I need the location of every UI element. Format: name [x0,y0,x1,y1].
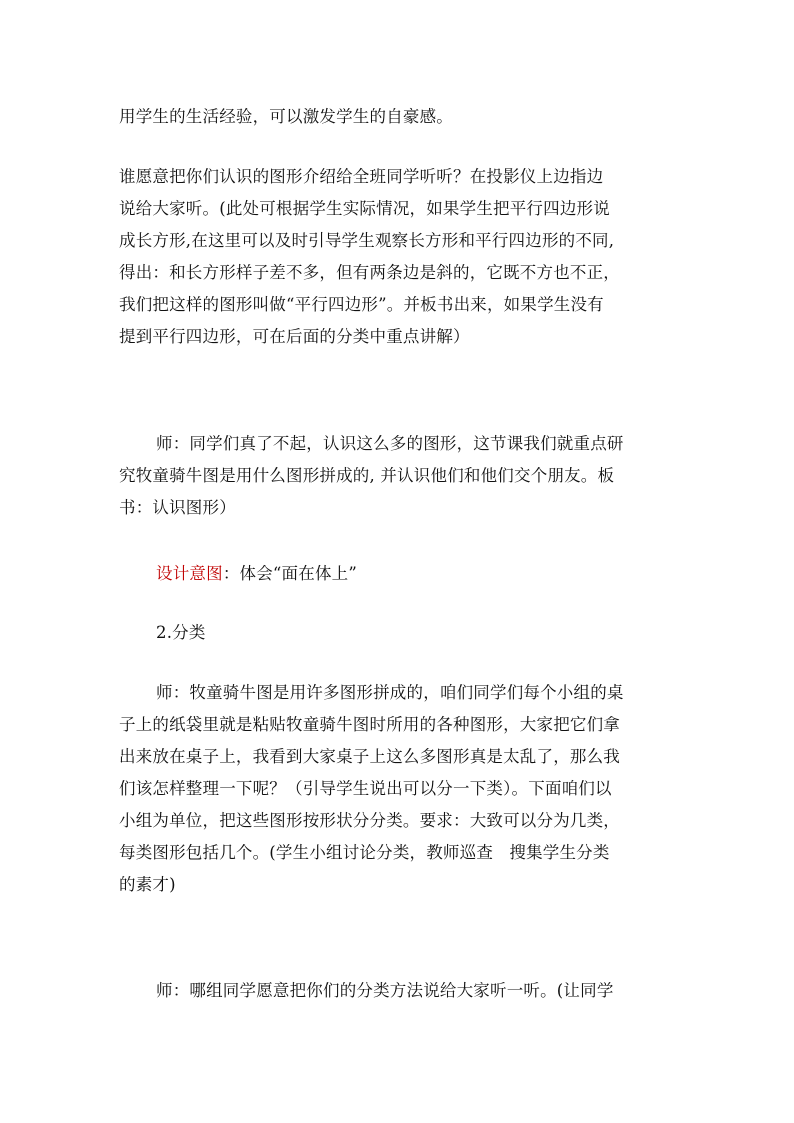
text-line: 小组为单位，把这些图形按形状分分类。要求：大致可以分为几类， [119,811,620,830]
text-line: 每类图形包括几个。(学生小组讨论分类，教师巡查 搜集学生分类 [119,843,610,862]
text-line: 2.分类 [156,623,206,642]
text-line: 出来放在桌子上，我看到大家桌子上这么多图形真是太乱了，那么我 [119,747,620,766]
text-line: 成长方形,在这里可以及时引导学生观察长方形和平行四边形的不同, [119,231,615,250]
text-line: 的素才) [119,875,176,894]
paragraph-classification-activity [119,677,681,901]
text-line: 我们把这样的图形叫做“平行四边形”。并板书出来，如果学生没有 [119,295,604,314]
text-line: 师：同学们真了不起，认识这么多的图形，这节课我们就重点研 [156,434,624,453]
text-line: 子上的纸袋里就是粘贴牧童骑牛图时所用的各种图形，大家把它们拿 [119,715,620,734]
text-line: 师：哪组同学愿意把你们的分类方法说给大家听一听。(让同学 [156,981,614,1000]
text-line: 师：牧童骑牛图是用许多图形拼成的，咱们同学们每个小组的桌 [156,683,624,702]
design-intent-text: ：体会“面在体上” [222,564,357,583]
paragraph-design-intent [119,558,681,590]
paragraph-introduce-shapes [119,161,681,353]
text-line [119,558,681,590]
text-line: 说给大家听。(此处可根据学生实际情况，如果学生把平行四边形说 [119,199,610,218]
text-line: 究牧童骑牛图是用什么图形拼成的, 并认识他们和他们交个朋友。板 [119,466,615,485]
text-line: 书：认识图形） [119,498,236,517]
paragraph-teacher-praise [119,428,681,524]
text-line: 们该怎样整理一下呢？（引导学生说出可以分一下类）。下面咱们以 [119,779,612,798]
design-intent-label: 设计意图 [156,564,223,583]
paragraph-intro [119,101,681,133]
text-line: 谁愿意把你们认识的图形介绍给全班同学听听？在投影仪上边指边 [119,167,604,186]
text-line: 提到平行四边形，可在后面的分类中重点讲解） [119,327,470,346]
paragraph-share-method [119,975,681,1007]
section-heading-classification [119,617,681,649]
text-line: 用学生的生活经验，可以激发学生的自豪感。 [119,107,453,126]
text-line: 得出：和长方形样子差不多，但有两条边是斜的，它既不方也不正， [119,263,620,282]
